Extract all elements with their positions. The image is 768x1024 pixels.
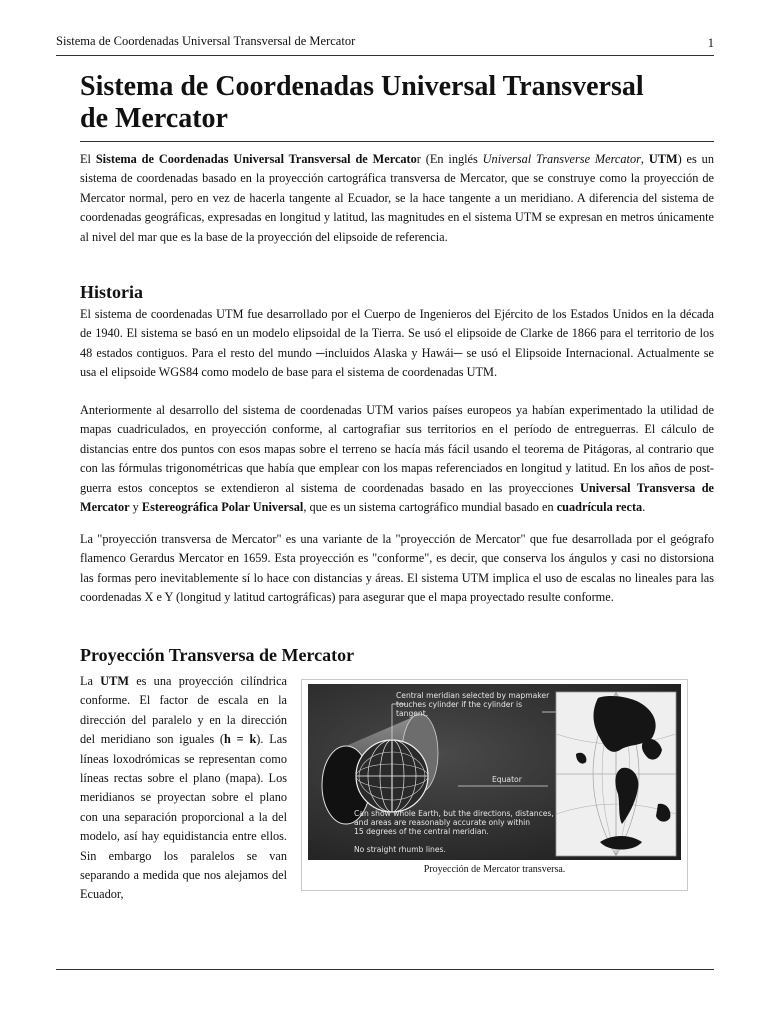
running-header <box>56 34 714 54</box>
globe-icon <box>356 740 428 812</box>
figure-box <box>301 679 688 891</box>
term-h-equals-k: h = k <box>224 732 257 747</box>
term-utm-projection: Universal Transversa de Mercator <box>80 480 714 515</box>
label-show-2: and areas are reasonably accurate only within <box>354 818 531 827</box>
section-heading-proyeccion: Proyección Transversa de Mercator <box>80 645 355 665</box>
figure-svg <box>308 684 681 860</box>
transverse-mercator-illustration <box>308 684 681 860</box>
label-equator: Equator <box>492 775 522 784</box>
historia-paragraph-2: Anteriormente al desarrollo del sistema de coordenadas UTM varios países europeos ya habían experimentado la utilidad de mapas cuadriculados, en proyección conforme, al cartografiar sus territorios en el período de entreguerras. El cálculo de distancias entre dos puntos con esos mapas sobre el terreno se hacía más fácil usando el teorema de Pitágoras, al contrario que con las fórmulas trigonométricas que había que emplear con los mapas referenciados en longitud y latitud. En los años de post-guerra estos conceptos se extendieron al sistema de coordenadas basado en las proyecciones Universal Transversa de Mercator y Estereográfica Polar Universal, que es un sistema cartográfico mundial basado en cuadrícula recta. <box>80 403 714 515</box>
page-number: 1 <box>707 36 714 50</box>
term-utm-system: Sistema de Coordenadas Universal Transversal de Mercato <box>95 152 417 166</box>
term-cuadricula-recta: cuadrícula recta <box>556 500 643 515</box>
projected-map <box>556 692 676 856</box>
historia-paragraph-1: El sistema de coordenadas UTM fue desarrollado por el Cuerpo de Ingenieros del Ejército de los Estados Unidos en la década de 1940. El sistema se basó en un modelo elipsoidal de la Tierra. Se usó el elipsoide de Clarke de 1866 para el territorio de los 48 estados contiguos. Para el resto del mundo ─incluidos Alaska y Hawái─ se usó el Elipsoide Internacional. Actualmente se usa el elipsoide WGS84 como modelo de base para el sistema de coordenadas UTM. <box>80 307 714 380</box>
label-central-meridian-1: Central meridian selected by mapmaker <box>396 691 550 700</box>
intro-paragraph: El Sistema de Coordenadas Universal Transversal de Mercator (En inglés Universal Transverse Mercator, UTM) es un sistema de coordenadas basado en la proyección cartográfica transversa de Mercator, que se construye como la proyección de Mercator normal, pero en vez de hacerla tangente al Ecuador, se la hace tangente a un meridiano. A diferencia del sistema de coordenadas geográficas, expresadas en longitud y latitud, las magnitudes en el sistema UTM se expresan en metros únicamente al nivel del mar que es la base de la proyección del elipsoide de referencia. <box>80 152 714 244</box>
historia-paragraph-3: La "proyección transversa de Mercator" es una variante de la "proyección de Mercator" que fue desarrollada por el geógrafo flamenco Gerardus Mercator en 1659. Esta proyección es "conforme", es decir, que conserva los ángulos y casi no distorsiona las formas pero inevitablemente sí lo hace con distancias y áreas. El sistema UTM implica el uso de escalas no lineales para las coordenadas X e Y (longitud y latitud cartográficas) para asegurar que el mapa proyectado resulte conforme. <box>80 532 714 605</box>
label-show-1: Can show whole Earth, but the directions, distances, <box>354 809 554 818</box>
proyeccion-paragraph: La UTM es una proyección cilíndrica conforme. El factor de escala en la dirección del paralelo y en la dirección del meridiano son iguales (h = k). Las líneas loxodrómicas se representan como líneas rectas sobre el plano (mapa). Los meridianos se proyectan sobre el plano con una separación proporcional a la del modelo, así hay equidistancia entre ellos. Sin embargo los paralelos se van separando a medida que nos alejamos del Ecuador, <box>80 674 288 902</box>
label-show-3: 15 degrees of the central meridian. <box>354 827 489 836</box>
page-title-line-2: de Mercator <box>80 103 228 134</box>
title-rule <box>80 141 714 142</box>
term-utm-bold: UTM <box>100 674 129 688</box>
page-title <box>80 71 700 135</box>
page-title-line-1: Sistema de Coordenadas Universal Transversal <box>80 71 644 102</box>
term-utm: UTM <box>648 152 678 166</box>
label-central-meridian-3: tangent. <box>396 709 429 718</box>
header-rule <box>56 55 714 56</box>
term-polar-stereographic: Estereográfica Polar Universal <box>141 500 304 515</box>
footer-rule <box>56 969 714 970</box>
running-header-title: Sistema de Coordenadas Universal Transversal de Mercator <box>56 34 356 48</box>
english-name: Universal Transverse Mercator <box>482 152 641 166</box>
figure-caption: Proyección de Mercator transversa. <box>423 864 566 875</box>
label-central-meridian-2: touches cylinder if the cylinder is <box>396 700 523 709</box>
section-heading-historia: Historia <box>80 282 143 302</box>
label-no-rhumb: No straight rhumb lines. <box>354 845 446 854</box>
